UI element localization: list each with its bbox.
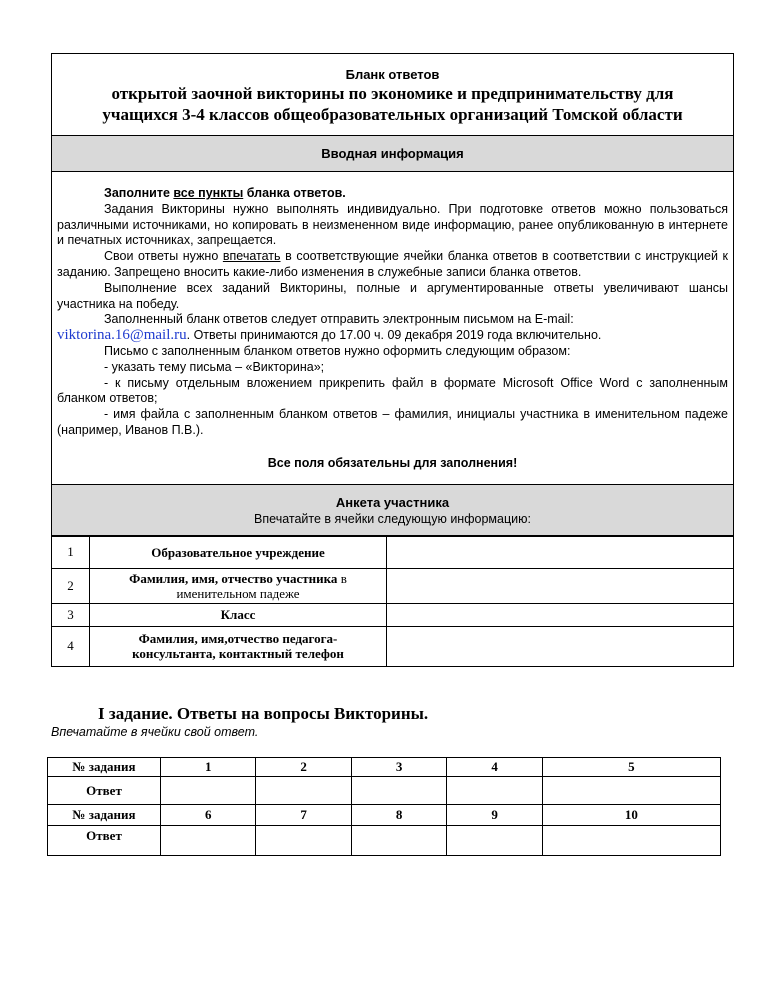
table-row: [48, 805, 721, 826]
task1-title: I задание. Ответы на вопросы Викторины.: [98, 704, 429, 723]
table-row: [48, 777, 721, 805]
task-number: 3: [351, 758, 446, 777]
row-label: [90, 626, 387, 666]
answer-cell-grade[interactable]: [387, 603, 734, 626]
table-row: [52, 603, 733, 626]
intro-p4: Выполнение всех заданий Викторины, полные и аргументированные ответы увеличивают шансы участника на победу.: [57, 280, 728, 311]
anketa-title: Анкета участника: [335, 494, 450, 510]
row-label-extra: в именительном падеже: [176, 570, 347, 601]
form-subtitle-line1: открытой заочной викторины по экономике и предпринимательству для: [111, 84, 674, 103]
table-row: [52, 568, 733, 603]
answer-cell-9[interactable]: [447, 826, 542, 856]
anketa-subtitle: Впечатайте в ячейки следующую информацию:: [254, 511, 531, 526]
task-number: 10: [542, 805, 720, 826]
intro-email-line: [57, 328, 728, 344]
answers-table: [47, 757, 721, 856]
row-label: [90, 568, 387, 603]
answer-cell-5[interactable]: [542, 777, 720, 805]
task-number: 8: [351, 805, 446, 826]
answer-cell-participant-name[interactable]: [387, 568, 734, 603]
task-number: 1: [161, 758, 256, 777]
row-number: 1: [52, 536, 90, 568]
required-note: Все поля обязательны для заполнения!: [267, 455, 518, 470]
intro-p3: [57, 249, 728, 281]
task-number: 5: [542, 758, 720, 777]
task-number: 2: [256, 758, 351, 777]
intro-p6: Письмо с заполненным бланком ответов нужно оформить следующим образом:: [104, 343, 571, 358]
form-header: [52, 54, 733, 136]
intro-p1-post: бланка ответов.: [243, 186, 346, 200]
anketa-heading: [52, 485, 733, 536]
task-number-label: № задания: [48, 758, 161, 777]
row-label-text: Образовательное учреждение: [151, 544, 325, 560]
intro-p3-underlined: впечатать: [222, 249, 281, 264]
answer-cell-4[interactable]: [447, 777, 542, 805]
intro-heading: Вводная информация: [52, 136, 733, 172]
intro-p3-pre: Свои ответы нужно: [104, 249, 223, 264]
intro-deadline: . Ответы принимаются до 17.00 ч. 09 декабря 2019 года включительно.: [186, 328, 602, 343]
task-number: 9: [447, 805, 542, 826]
intro-p8: - к письму отдельным вложением прикрепить файл в формате Microsoft Office Word с заполненным бланком ответов;: [57, 375, 728, 406]
answer-cell-3[interactable]: [351, 777, 446, 805]
table-row: [52, 626, 733, 666]
task-number: 7: [256, 805, 351, 826]
answer-cell-10[interactable]: [542, 826, 720, 856]
anketa-table: [52, 536, 733, 667]
intro-p1-pre: Заполните: [104, 186, 174, 200]
row-label: [90, 603, 387, 626]
intro-p7: - указать тему письма – «Викторина»;: [104, 359, 325, 374]
row-label-text: Фамилия, имя,отчество педагога-консультанта, контактный телефон: [132, 631, 344, 662]
table-row: [48, 758, 721, 777]
intro-p5: Заполненный бланк ответов следует отправить электронным письмом на E-mail:: [104, 312, 574, 327]
email-link[interactable]: viktorina.16@mail.ru: [57, 327, 187, 344]
row-number: 2: [52, 568, 90, 603]
task-number: 6: [161, 805, 256, 826]
intro-p1: [57, 186, 728, 202]
table-row: [48, 826, 721, 856]
answer-cell-7[interactable]: [256, 826, 351, 856]
intro-text: [52, 172, 733, 485]
answer-cell-6[interactable]: [161, 826, 256, 856]
answer-cell-institution[interactable]: [387, 536, 734, 568]
intro-p9: - имя файла с заполненным бланком ответов – фамилия, инициалы участника в именительном падеже (например, Иванов П.В.).: [57, 407, 728, 437]
intro-p3-post: в соответствующие ячейки бланка ответов в соответствии с инструкцией к заданию. Запрещено вносить какие-либо изменения в служебные записи бланка ответов.: [57, 249, 729, 279]
row-label-text: Фамилия, имя, отчество участника: [129, 570, 338, 586]
answer-cell-1[interactable]: [161, 777, 256, 805]
row-label: [90, 536, 387, 568]
answer-cell-2[interactable]: [256, 777, 351, 805]
answer-cell-teacher[interactable]: [387, 626, 734, 666]
form-title: Бланк ответов: [345, 67, 440, 82]
task1-subtitle: Впечатайте в ячейки свой ответ.: [51, 725, 259, 739]
answer-label: Ответ: [48, 777, 161, 805]
answer-form-frame: [51, 53, 734, 667]
answer-label: Ответ: [48, 826, 161, 856]
row-number: 3: [52, 603, 90, 626]
answer-cell-8[interactable]: [351, 826, 446, 856]
intro-p1-underlined: все пункты: [173, 186, 244, 200]
form-subtitle-line2: учащихся 3-4 классов общеобразовательных организаций Томской области: [102, 105, 683, 124]
task-number: 4: [447, 758, 542, 777]
intro-p2: Задания Викторины нужно выполнять индивидуально. При подготовке ответов можно пользоваться различными источниками, но копировать в неизмененном виде информацию, ранее опубликованную в интернете и печатных источниках, запрещается.: [57, 201, 728, 248]
row-label-text: Класс: [220, 607, 256, 623]
row-number: 4: [52, 626, 90, 666]
task-number-label: № задания: [48, 805, 161, 826]
table-row: [52, 536, 733, 568]
